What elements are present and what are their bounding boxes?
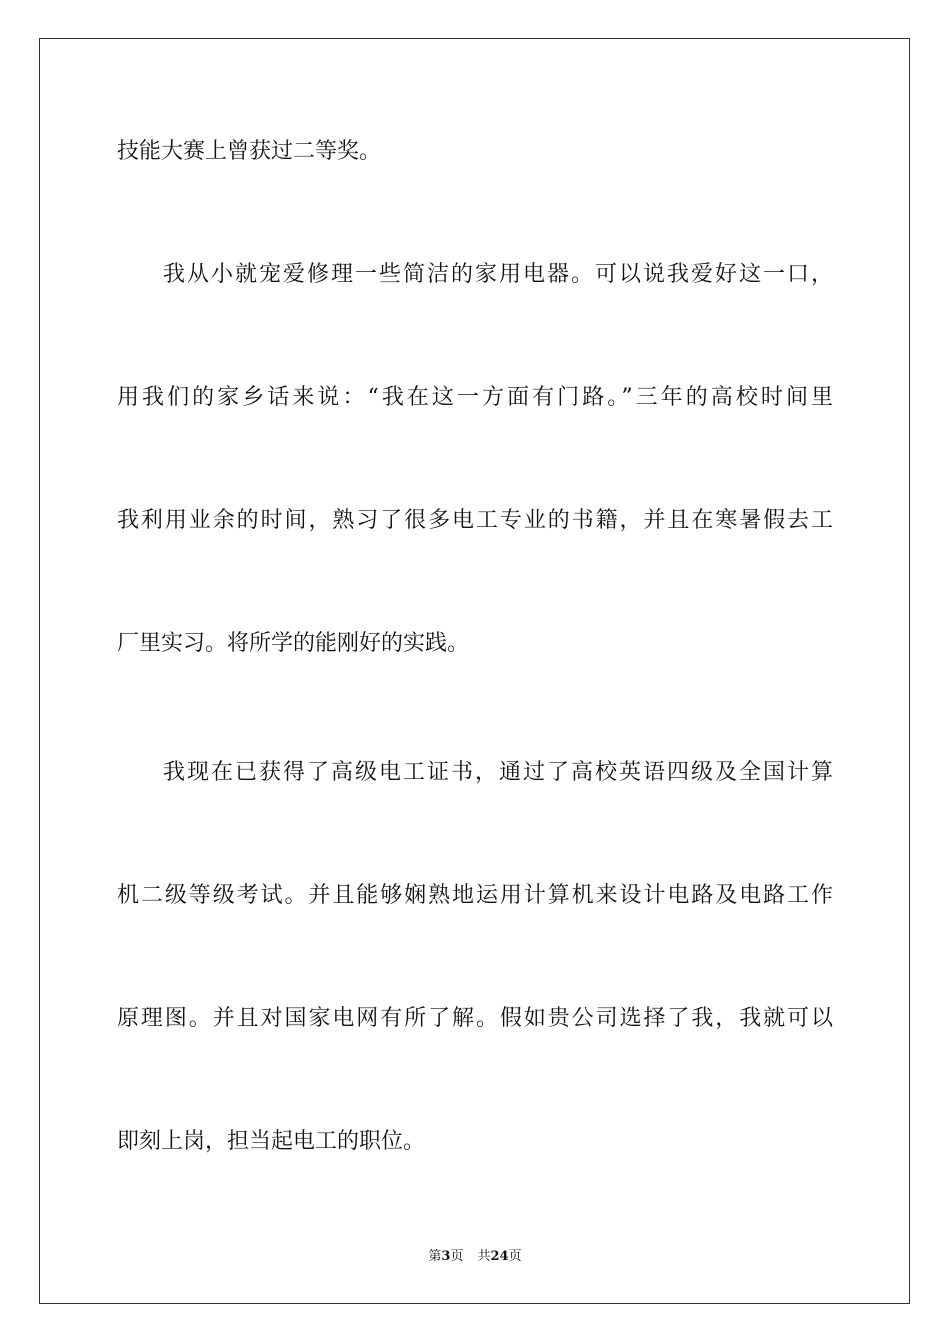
page-number: 3 — [441, 1249, 451, 1264]
paragraph-line-3: 用我们的家乡话来说：“我在这一方面有门路。”三年的高校时间里 — [117, 385, 833, 410]
total-suffix: 页 — [508, 1249, 522, 1264]
total-pages: 24 — [490, 1249, 509, 1264]
paragraph-line-5: 厂里实习。将所学的能刚好的实践。 — [117, 631, 470, 656]
paragraph-line-8: 原理图。并且对国家电网有所了解。假如贵公司选择了我，我就可以 — [117, 1006, 833, 1031]
paragraph-line-4: 我利用业余的时间，熟习了很多电工专业的书籍，并且在寒暑假去工 — [117, 508, 833, 533]
page-footer — [0, 1248, 950, 1266]
paragraph-line-7: 机二级等级考试。并且能够娴熟地运用计算机来设计电路及电路工作 — [117, 883, 833, 908]
page-suffix: 页 — [450, 1249, 464, 1264]
page-prefix: 第 — [428, 1249, 442, 1264]
total-prefix: 共 — [477, 1249, 491, 1264]
paragraph-line-9: 即刻上岗，担当起电工的职位。 — [117, 1129, 426, 1154]
paragraph-line-2: 我从小就宠爱修理一些简洁的家用电器。可以说我爱好这一口， — [163, 262, 833, 287]
paragraph-line-6: 我现在已获得了高级电工证书，通过了高校英语四级及全国计算 — [163, 760, 833, 785]
paragraph-line-1: 技能大赛上曾获过二等奖。 — [117, 139, 382, 164]
page-border — [39, 38, 910, 1304]
